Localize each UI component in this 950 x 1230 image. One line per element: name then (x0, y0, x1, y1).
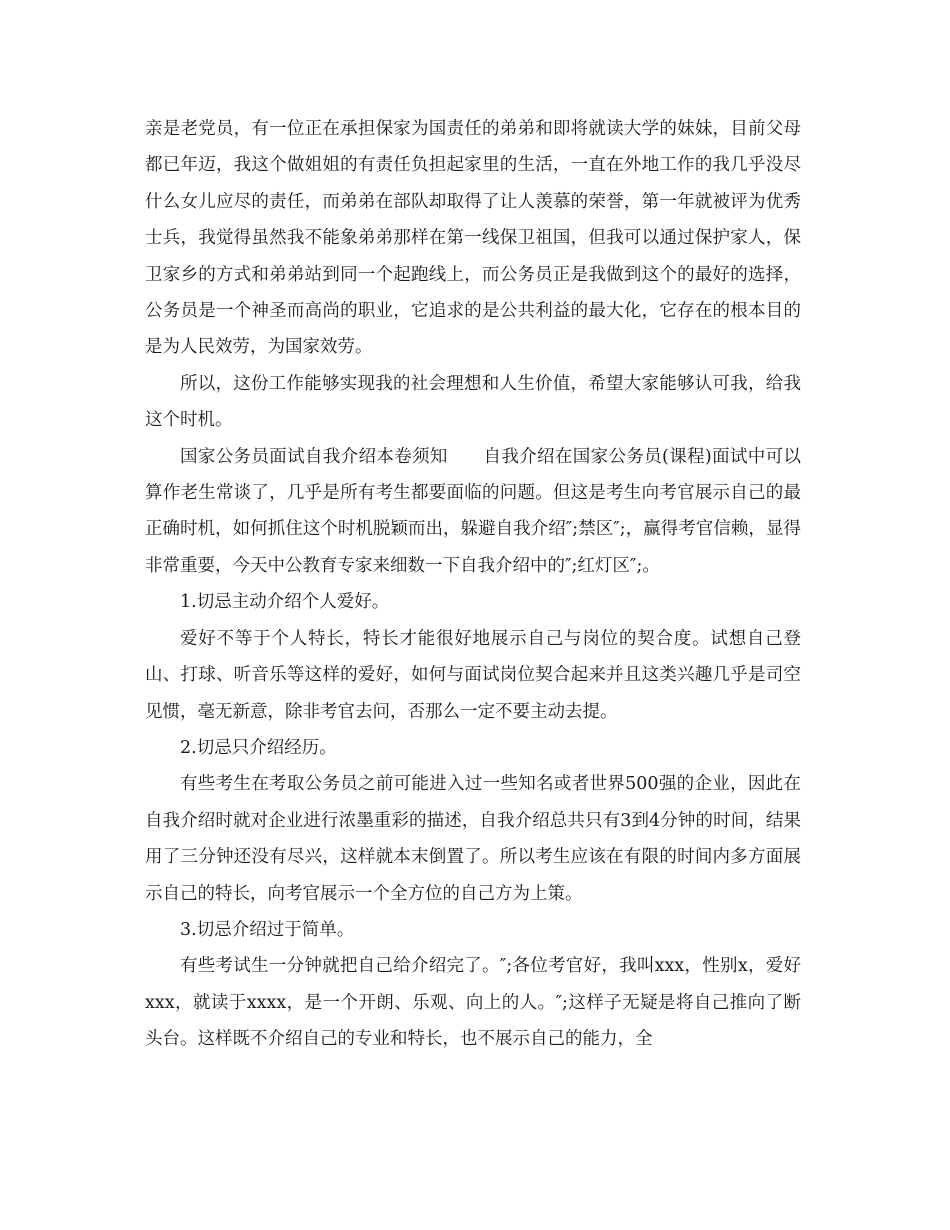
section-heading-too-simple: 3.切忌介绍过于简单。 (180, 919, 355, 940)
paragraph-interview-notice: 国家公务员面试自我介绍本卷须知 自我介绍在国家公务员(课程)面试中可以算作老生常谈了，几乎是所有考生都要面临的问题。但这是考生向考官展示自己的最正确时机，如何抓住这个时机脱颖而出，躲避自我介绍″;禁区″;，赢得考官信赖，显得非常重要，今天中公教育专家来细数一下自我介绍中的″;红灯区″;。 (145, 446, 801, 576)
document-body (145, 111, 801, 1058)
paragraph-too-simple: 有些考试生一分钟就把自己给介绍完了。″;各位考官好，我叫xxx，性别x，爱好xxx，就读于xxxx，是一个开朗、乐观、向上的人。″;这样子无疑是将自己推向了断头台。这样既不介绍自己的专业和特长，也不展示自己的能力，全 (145, 956, 801, 1050)
paragraph-experience: 有些考生在考取公务员之前可能进入过一些知名或者世界500强的企业，因此在自我介绍时就对企业进行浓墨重彩的描述，自我介绍总共只有3到4分钟的时间，结果用了三分钟还没有尽兴，这样就本末倒置了。所以考生应该在有限的时间内多方面展示自己的特长，向考官展示一个全方位的自己方为上策。 (145, 774, 801, 904)
paragraph-hobbies: 爱好不等于个人特长，特长才能很好地展示自己与岗位的契合度。试想自己登山、打球、听音乐等这样的爱好，如何与面试岗位契合起来并且这类兴趣几乎是司空见惯，毫无新意，除非考官去问，否那么一定不要主动去提。 (145, 628, 801, 722)
paragraph-career-motivation: 所以，这份工作能够实现我的社会理想和人生价值，希望大家能够认可我，给我这个时机。 (145, 373, 801, 431)
section-heading-hobbies: 1.切忌主动介绍个人爱好。 (180, 592, 390, 613)
section-heading-experience: 2.切忌只介绍经历。 (180, 737, 337, 758)
paragraph-continuation: 亲是老党员，有一位正在承担保家为国责任的弟弟和即将就读大学的妹妹，目前父母都已年迈，我这个做姐姐的有责任负担起家里的生活，一直在外地工作的我几乎没尽什么女儿应尽的责任，而弟弟在部队却取得了让人羡慕的荣誉，第一年就被评为优秀士兵，我觉得虽然我不能象弟弟那样在第一线保卫祖国，但我可以通过保护家人，保卫家乡的方式和弟弟站到同一个起跑线上，而公务员正是我做到这个的最好的选择，公务员是一个神圣而高尚的职业，它追求的是公共利益的最大化，它存在的根本目的是为人民效劳，为国家效劳。 (145, 119, 801, 358)
